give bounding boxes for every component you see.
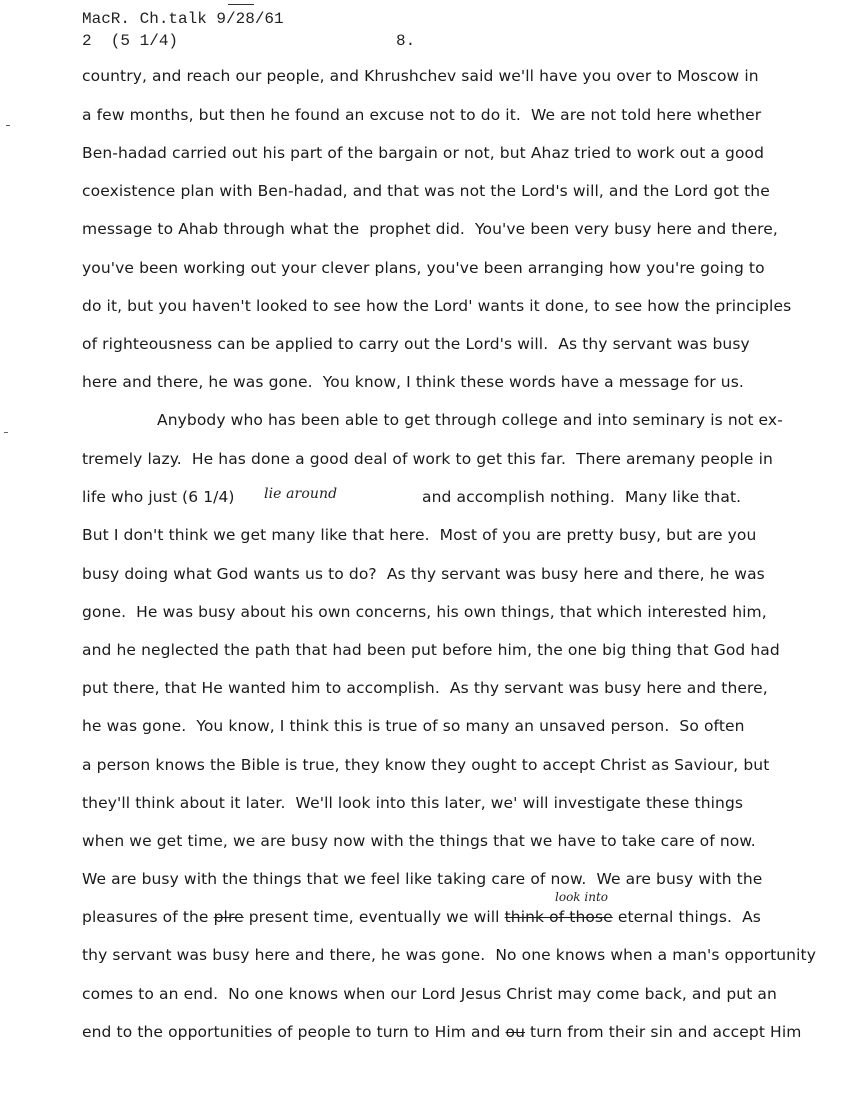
text-line: a person knows the Bible is true, they know they ought to accept Christ as Saviour, but (82, 756, 770, 774)
header-overline-mark (228, 4, 254, 5)
text-line: Ben-hadad carried out his part of the bargain or not, but Ahaz tried to work out a good (82, 144, 765, 162)
header-reel-time: 2 (5 1/4) (82, 32, 179, 50)
text-line: life who just (6 1/4) (82, 488, 235, 506)
text-line: and he neglected the path that had been put before him, the one big thing that God had (82, 641, 780, 659)
text-line: do it, but you haven't looked to see how the Lord' wants it done, to see how the principles (82, 297, 792, 315)
text-line: We are busy with the things that we feel like taking care of now. We are busy with the (82, 870, 763, 888)
text-line-with-edits (82, 1023, 801, 1041)
handwritten-insert: lie around (264, 486, 338, 502)
text-line: Anybody who has been able to get through college and into seminary is not ex- (157, 411, 783, 429)
text-segment: present time, eventually we will (243, 908, 505, 926)
struck-text: ou (505, 1023, 525, 1041)
text-line: of righteousness can be applied to carry out the Lord's will. As thy servant was busy (82, 335, 750, 353)
text-line: when we get time, we are busy now with the things that we have to take care of now. (82, 832, 756, 850)
text-line: coexistence plan with Ben-hadad, and that was not the Lord's will, and the Lord got the (82, 182, 770, 200)
page-number: 8. (396, 32, 416, 50)
text-segment: eternal things. As (612, 908, 761, 926)
text-line: But I don't think we get many like that here. Most of you are pretty busy, but are you (82, 526, 757, 544)
text-segment: end to the opportunities of people to turn to Him and (82, 1023, 506, 1041)
header-title: MacR. Ch.talk 9/28/61 (82, 10, 284, 28)
text-line: thy servant was busy here and there, he was gone. No one knows when a man's opportunity (82, 946, 816, 964)
struck-text: think of those (504, 908, 613, 926)
text-line: here and there, he was gone. You know, I think these words have a message for us. (82, 373, 744, 391)
text-line: you've been working out your clever plans, you've been arranging how you're going to (82, 259, 765, 277)
text-line: message to Ahab through what the prophet did. You've been very busy here and there, (82, 220, 778, 238)
text-line: he was gone. You know, I think this is true of so many an unsaved person. So often (82, 717, 745, 735)
handwritten-annotation: look into (555, 890, 608, 904)
text-segment: pleasures of the (82, 908, 209, 926)
margin-mark (4, 432, 8, 433)
struck-text: plre (213, 908, 244, 926)
text-line: a few months, but then he found an excuse not to do it. We are not told here whether (82, 106, 762, 124)
text-line: and accomplish nothing. Many like that. (422, 488, 742, 506)
text-segment: turn from their sin and accept Him (525, 1023, 802, 1041)
text-line: tremely lazy. He has done a good deal of work to get this far. There aremany people in (82, 450, 773, 468)
text-line: put there, that He wanted him to accomplish. As thy servant was busy here and there, (82, 679, 768, 697)
text-line: comes to an end. No one knows when our Lord Jesus Christ may come back, and put an (82, 985, 777, 1003)
text-line: they'll think about it later. We'll look into this later, we' will investigate these things (82, 794, 744, 812)
margin-mark (6, 125, 10, 126)
text-line: gone. He was busy about his own concerns, his own things, that which interested him, (82, 603, 767, 621)
text-line: busy doing what God wants us to do? As thy servant was busy here and there, he was (82, 565, 765, 583)
text-line: country, and reach our people, and Khrushchev said we'll have you over to Moscow in (82, 67, 759, 85)
text-line-with-edits (82, 908, 761, 926)
